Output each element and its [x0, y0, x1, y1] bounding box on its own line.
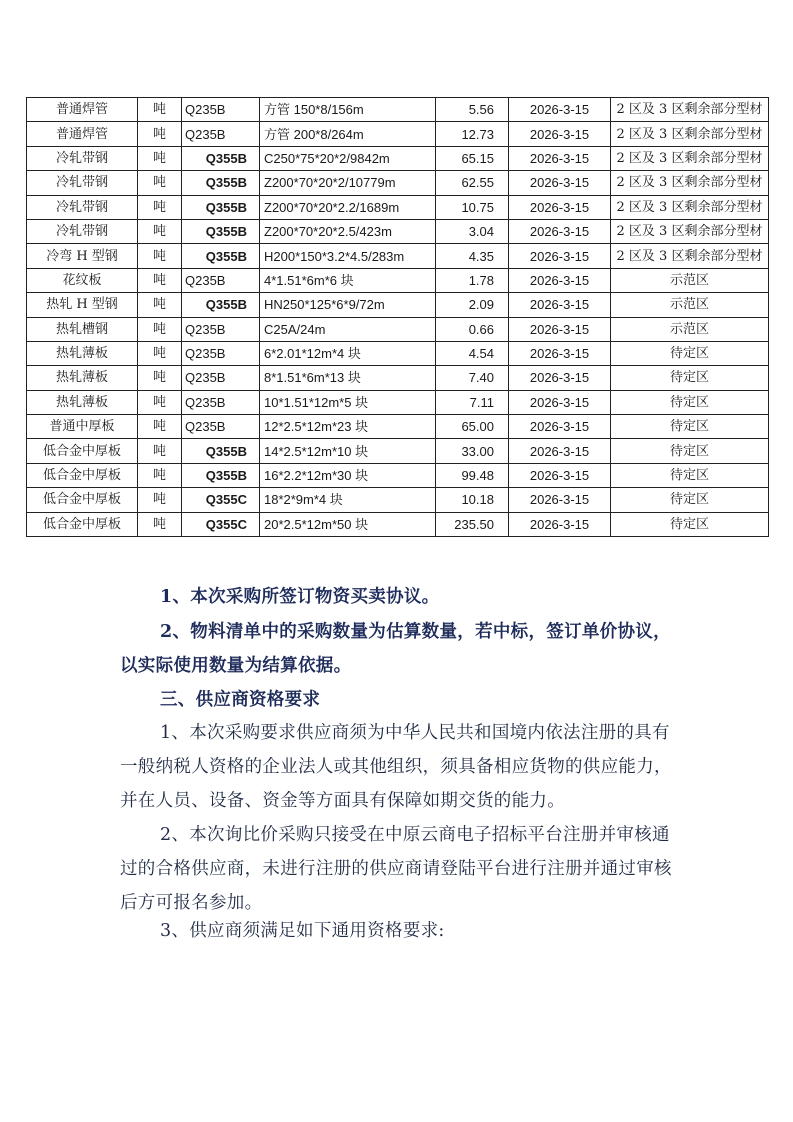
quantity-cell: 7.40: [436, 366, 509, 390]
table-row: [27, 439, 769, 463]
location-cell: 2 区及 3 区剩余部分型材: [611, 122, 769, 146]
material-name-cell: 热轧薄板: [27, 341, 138, 365]
material-name-cell: 冷轧带钢: [27, 219, 138, 243]
location-cell: 待定区: [611, 488, 769, 512]
date-cell: 2026-3-15: [509, 488, 611, 512]
quantity-cell: 3.04: [436, 219, 509, 243]
table-row: [27, 366, 769, 390]
material-grade-cell: Q355C: [182, 488, 260, 512]
date-cell: 2026-3-15: [509, 244, 611, 268]
unit-cell: 吨: [138, 219, 182, 243]
date-cell: 2026-3-15: [509, 268, 611, 292]
quantity-cell: 5.56: [436, 98, 509, 122]
unit-cell: 吨: [138, 146, 182, 170]
quantity-cell: 235.50: [436, 512, 509, 536]
specification-cell: H200*150*3.2*4.5/283m: [260, 244, 436, 268]
location-cell: 2 区及 3 区剩余部分型材: [611, 171, 769, 195]
date-cell: 2026-3-15: [509, 293, 611, 317]
unit-cell: 吨: [138, 341, 182, 365]
material-name-cell: 热轧槽钢: [27, 317, 138, 341]
table-row: [27, 244, 769, 268]
requirement-item-1: 1、本次采购要求供应商须为中华人民共和国境内依法注册的具有一般纳税人资格的企业法人或其他组织，须具备相应货物的供应能力，并在人员、设备、资金等方面具有保障如期交货的能力。: [120, 723, 672, 811]
material-name-cell: 冷轧带钢: [27, 195, 138, 219]
date-cell: 2026-3-15: [509, 390, 611, 414]
table-row: [27, 341, 769, 365]
materials-table-body: [27, 98, 769, 537]
table-row: [27, 122, 769, 146]
note-2: 2、物料清单中的采购数量为估算数量，若中标，签订单价协议，以实际使用数量为结算依据。: [120, 622, 671, 676]
date-cell: 2026-3-15: [509, 122, 611, 146]
unit-cell: 吨: [138, 488, 182, 512]
quantity-cell: 10.18: [436, 488, 509, 512]
date-cell: 2026-3-15: [509, 366, 611, 390]
table-row: [27, 219, 769, 243]
location-cell: 待定区: [611, 439, 769, 463]
location-cell: 待定区: [611, 366, 769, 390]
unit-cell: 吨: [138, 122, 182, 146]
specification-cell: 8*1.51*6m*13 块: [260, 366, 436, 390]
date-cell: 2026-3-15: [509, 219, 611, 243]
specification-cell: Z200*70*20*2.2/1689m: [260, 195, 436, 219]
section-heading: 三、供应商资格要求: [160, 690, 321, 710]
table-row: [27, 268, 769, 292]
quantity-cell: 4.35: [436, 244, 509, 268]
table-row: [27, 146, 769, 170]
location-cell: 2 区及 3 区剩余部分型材: [611, 98, 769, 122]
material-name-cell: 普通中厚板: [27, 415, 138, 439]
date-cell: 2026-3-15: [509, 98, 611, 122]
quantity-cell: 62.55: [436, 171, 509, 195]
table-row: [27, 463, 769, 487]
unit-cell: 吨: [138, 195, 182, 219]
unit-cell: 吨: [138, 463, 182, 487]
table-row: [27, 317, 769, 341]
quantity-cell: 99.48: [436, 463, 509, 487]
table-row: [27, 293, 769, 317]
material-name-cell: 低合金中厚板: [27, 463, 138, 487]
location-cell: 待定区: [611, 463, 769, 487]
quantity-cell: 7.11: [436, 390, 509, 414]
material-grade-cell: Q355C: [182, 512, 260, 536]
material-grade-cell: Q355B: [182, 219, 260, 243]
table-row: [27, 195, 769, 219]
unit-cell: 吨: [138, 512, 182, 536]
specification-cell: 4*1.51*6m*6 块: [260, 268, 436, 292]
location-cell: 2 区及 3 区剩余部分型材: [611, 244, 769, 268]
specification-cell: Z200*70*20*2/10779m: [260, 171, 436, 195]
material-name-cell: 冷弯 H 型钢: [27, 244, 138, 268]
date-cell: 2026-3-15: [509, 317, 611, 341]
specification-cell: 方管 200*8/264m: [260, 122, 436, 146]
material-name-cell: 热轧 H 型钢: [27, 293, 138, 317]
location-cell: 2 区及 3 区剩余部分型材: [611, 195, 769, 219]
quantity-cell: 12.73: [436, 122, 509, 146]
material-name-cell: 低合金中厚板: [27, 488, 138, 512]
location-cell: 待定区: [611, 341, 769, 365]
material-name-cell: 普通焊管: [27, 98, 138, 122]
specification-cell: 18*2*9m*4 块: [260, 488, 436, 512]
date-cell: 2026-3-15: [509, 439, 611, 463]
material-grade-cell: Q235B: [182, 98, 260, 122]
table-row: [27, 512, 769, 536]
material-name-cell: 花纹板: [27, 268, 138, 292]
material-grade-cell: Q235B: [182, 366, 260, 390]
specification-cell: 20*2.5*12m*50 块: [260, 512, 436, 536]
material-name-cell: 低合金中厚板: [27, 512, 138, 536]
material-name-cell: 普通焊管: [27, 122, 138, 146]
table-row: [27, 390, 769, 414]
unit-cell: 吨: [138, 366, 182, 390]
unit-cell: 吨: [138, 244, 182, 268]
date-cell: 2026-3-15: [509, 463, 611, 487]
unit-cell: 吨: [138, 317, 182, 341]
table-row: [27, 98, 769, 122]
unit-cell: 吨: [138, 439, 182, 463]
specification-cell: C25A/24m: [260, 317, 436, 341]
material-grade-cell: Q235B: [182, 390, 260, 414]
material-name-cell: 热轧薄板: [27, 366, 138, 390]
specification-cell: Z200*70*20*2.5/423m: [260, 219, 436, 243]
date-cell: 2026-3-15: [509, 146, 611, 170]
unit-cell: 吨: [138, 293, 182, 317]
location-cell: 待定区: [611, 390, 769, 414]
material-grade-cell: Q355B: [182, 146, 260, 170]
material-name-cell: 冷轧带钢: [27, 146, 138, 170]
location-cell: 2 区及 3 区剩余部分型材: [611, 146, 769, 170]
specification-cell: 方管 150*8/156m: [260, 98, 436, 122]
quantity-cell: 10.75: [436, 195, 509, 219]
unit-cell: 吨: [138, 268, 182, 292]
date-cell: 2026-3-15: [509, 415, 611, 439]
specification-cell: 10*1.51*12m*5 块: [260, 390, 436, 414]
quantity-cell: 1.78: [436, 268, 509, 292]
quantity-cell: 4.54: [436, 341, 509, 365]
quantity-cell: 33.00: [436, 439, 509, 463]
material-grade-cell: Q235B: [182, 268, 260, 292]
table-row: [27, 488, 769, 512]
date-cell: 2026-3-15: [509, 195, 611, 219]
material-grade-cell: Q355B: [182, 195, 260, 219]
date-cell: 2026-3-15: [509, 512, 611, 536]
material-grade-cell: Q235B: [182, 122, 260, 146]
specification-cell: HN250*125*6*9/72m: [260, 293, 436, 317]
table-row: [27, 171, 769, 195]
material-grade-cell: Q355B: [182, 293, 260, 317]
unit-cell: 吨: [138, 98, 182, 122]
specification-cell: 6*2.01*12m*4 块: [260, 341, 436, 365]
location-cell: 示范区: [611, 317, 769, 341]
location-cell: 2 区及 3 区剩余部分型材: [611, 219, 769, 243]
table-row: [27, 415, 769, 439]
location-cell: 待定区: [611, 512, 769, 536]
materials-table: [26, 97, 769, 537]
unit-cell: 吨: [138, 390, 182, 414]
material-name-cell: 热轧薄板: [27, 390, 138, 414]
material-grade-cell: Q235B: [182, 317, 260, 341]
unit-cell: 吨: [138, 415, 182, 439]
location-cell: 示范区: [611, 268, 769, 292]
quantity-cell: 2.09: [436, 293, 509, 317]
location-cell: 示范区: [611, 293, 769, 317]
quantity-cell: 0.66: [436, 317, 509, 341]
unit-cell: 吨: [138, 171, 182, 195]
specification-cell: C250*75*20*2/9842m: [260, 146, 436, 170]
material-grade-cell: Q355B: [182, 244, 260, 268]
specification-cell: 14*2.5*12m*10 块: [260, 439, 436, 463]
specification-cell: 12*2.5*12m*23 块: [260, 415, 436, 439]
material-name-cell: 冷轧带钢: [27, 171, 138, 195]
material-grade-cell: Q235B: [182, 415, 260, 439]
material-grade-cell: Q355B: [182, 463, 260, 487]
material-grade-cell: Q235B: [182, 341, 260, 365]
specification-cell: 16*2.2*12m*30 块: [260, 463, 436, 487]
material-grade-cell: Q355B: [182, 439, 260, 463]
date-cell: 2026-3-15: [509, 341, 611, 365]
location-cell: 待定区: [611, 415, 769, 439]
requirement-item-3: 3、供应商须满足如下通用资格要求:: [160, 921, 445, 941]
material-grade-cell: Q355B: [182, 171, 260, 195]
quantity-cell: 65.00: [436, 415, 509, 439]
quantity-cell: 65.15: [436, 146, 509, 170]
requirement-item-2: 2、本次询比价采购只接受在中原云商电子招标平台注册并审核通过的合格供应商，未进行注册的供应商请登陆平台进行注册并通过审核后方可报名参加。: [120, 825, 672, 913]
note-1: 1、本次采购所签订物资买卖协议。: [160, 587, 440, 607]
date-cell: 2026-3-15: [509, 171, 611, 195]
material-name-cell: 低合金中厚板: [27, 439, 138, 463]
